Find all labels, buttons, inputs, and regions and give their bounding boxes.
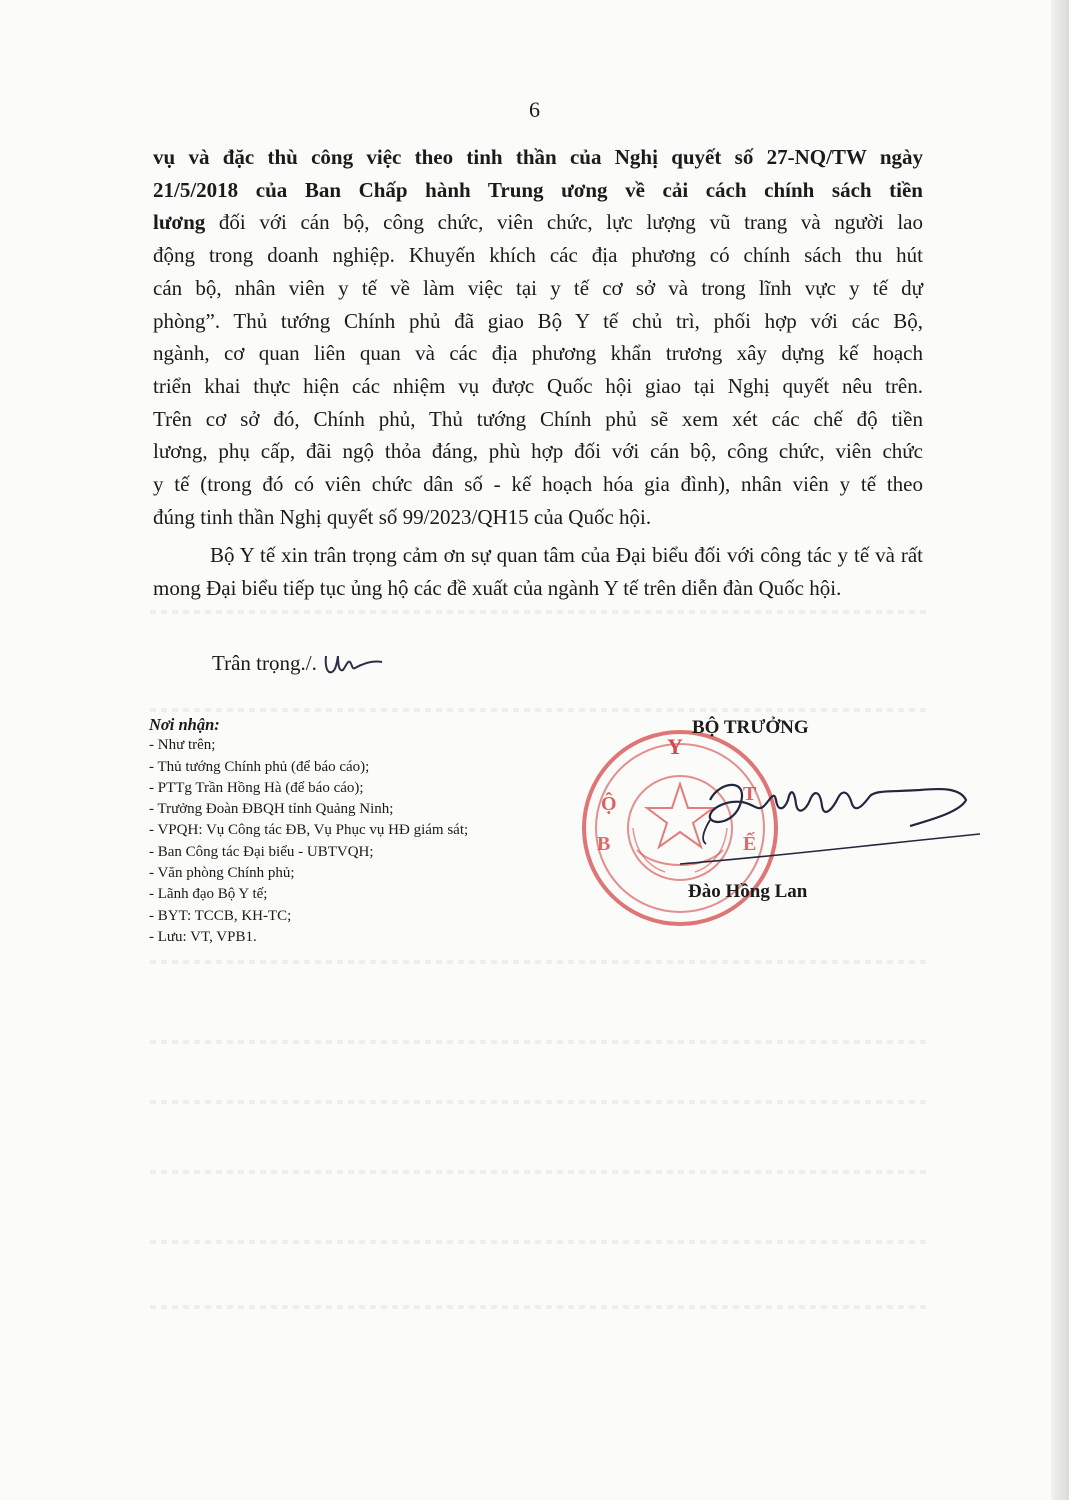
- list-item: - PTTg Trần Hồng Hà (để báo cáo);: [149, 779, 364, 796]
- seal-letter-left: Ộ: [601, 793, 617, 815]
- text-line: triển khai thực hiện các nhiệm vụ được Quốc hội giao tại Nghị quyết nêu trên.: [153, 373, 923, 398]
- seal-letter-top: Y: [667, 734, 683, 759]
- text-line: đúng tinh thần Nghị quyết số 99/2023/QH15 của Quốc hội.: [153, 504, 652, 529]
- recipients-title: Nơi nhận:: [149, 715, 220, 734]
- list-item: - Thủ tướng Chính phủ (để báo cáo);: [149, 758, 370, 775]
- list-item: - BYT: TCCB, KH-TC;: [149, 907, 292, 924]
- text-line: vụ và đặc thù công việc theo tinh thần của Nghị quyết số 27-NQ/TW ngày: [153, 145, 923, 169]
- list-item: - Lưu: VT, VPB1.: [149, 928, 257, 945]
- bleed-through-line: [150, 708, 930, 712]
- paragraph-2: Bộ Y tế xin trân trọng cảm ơn sự quan tâm của Đại biểu đối với công tác y tế và rất mong Đại biểu tiếp tục ủng hộ các đề xuất của ngành Y tế trên diễn đàn Quốc hội.: [153, 543, 923, 600]
- bleed-through-line: [150, 1100, 930, 1104]
- list-item: - Như trên;: [149, 737, 216, 754]
- text-line: y tế (trong đó có viên chức dân số - kế hoạch hóa gia đình), nhân viên y tế theo: [153, 472, 923, 497]
- bleed-through-line: [150, 1040, 930, 1044]
- seal-letter-left-2: B: [597, 833, 611, 855]
- text-line: lương, phụ cấp, đãi ngộ thỏa đáng, phù hợp đối với cán bộ, công chức, viên chức: [153, 439, 923, 464]
- bleed-through-line: [150, 1305, 930, 1309]
- list-item: - Ban Công tác Đại biểu - UBTVQH;: [149, 843, 374, 860]
- bleed-through-line: [150, 610, 930, 614]
- list-item: - Văn phòng Chính phủ;: [149, 865, 295, 882]
- text-line: ngành, cơ quan liên quan và các địa phương khẩn trương xây dựng kế hoạch: [153, 341, 923, 366]
- bleed-through-line: [150, 1240, 930, 1244]
- recipients-list: [149, 735, 468, 948]
- seal-letter-right: T: [743, 783, 757, 805]
- text-line: Trên cơ sở đó, Chính phủ, Thủ tướng Chính phủ sẽ xem xét các chế độ tiền: [153, 406, 923, 431]
- closing-text: Trân trọng./.: [212, 651, 317, 675]
- seal-letter-right-2: Ế: [743, 833, 757, 855]
- text-line: phòng”. Thủ tướng Chính phủ đã giao Bộ Y tế chủ trì, phối hợp với các Bộ,: [153, 308, 923, 333]
- signer-title: BỘ TRƯỞNG: [692, 717, 809, 738]
- signature-icon: [680, 760, 980, 870]
- bleed-through-line: [150, 960, 930, 964]
- text-line: lương đối với cán bộ, công chức, viên chức, lực lượng vũ trang và người lao: [153, 210, 923, 235]
- list-item: - VPQH: Vụ Công tác ĐB, Vụ Phục vụ HĐ giám sát;: [149, 822, 469, 839]
- text-line: 21/5/2018 của Ban Chấp hành Trung ương về cải cách chính sách tiền: [153, 177, 923, 202]
- text-line: cán bộ, nhân viên y tế về làm việc tại y tế cơ sở và trong lĩnh vực y tế dự: [153, 275, 923, 300]
- paragraph-1: [153, 141, 923, 533]
- bleed-through-line: [150, 1170, 930, 1174]
- recipients-block: [149, 714, 468, 948]
- closing-line: [212, 647, 384, 680]
- page-number: 6: [529, 97, 540, 122]
- initials-icon: [322, 650, 384, 680]
- signer-name: Đào Hồng Lan: [688, 881, 808, 902]
- list-item: - Trưởng Đoàn ĐBQH tỉnh Quảng Ninh;: [149, 801, 394, 818]
- list-item: - Lãnh đạo Bộ Y tế;: [149, 886, 268, 903]
- text-line: động trong doanh nghiệp. Khuyến khích các địa phương có chính sách thu hút: [153, 243, 923, 268]
- scan-edge: [1051, 0, 1069, 1500]
